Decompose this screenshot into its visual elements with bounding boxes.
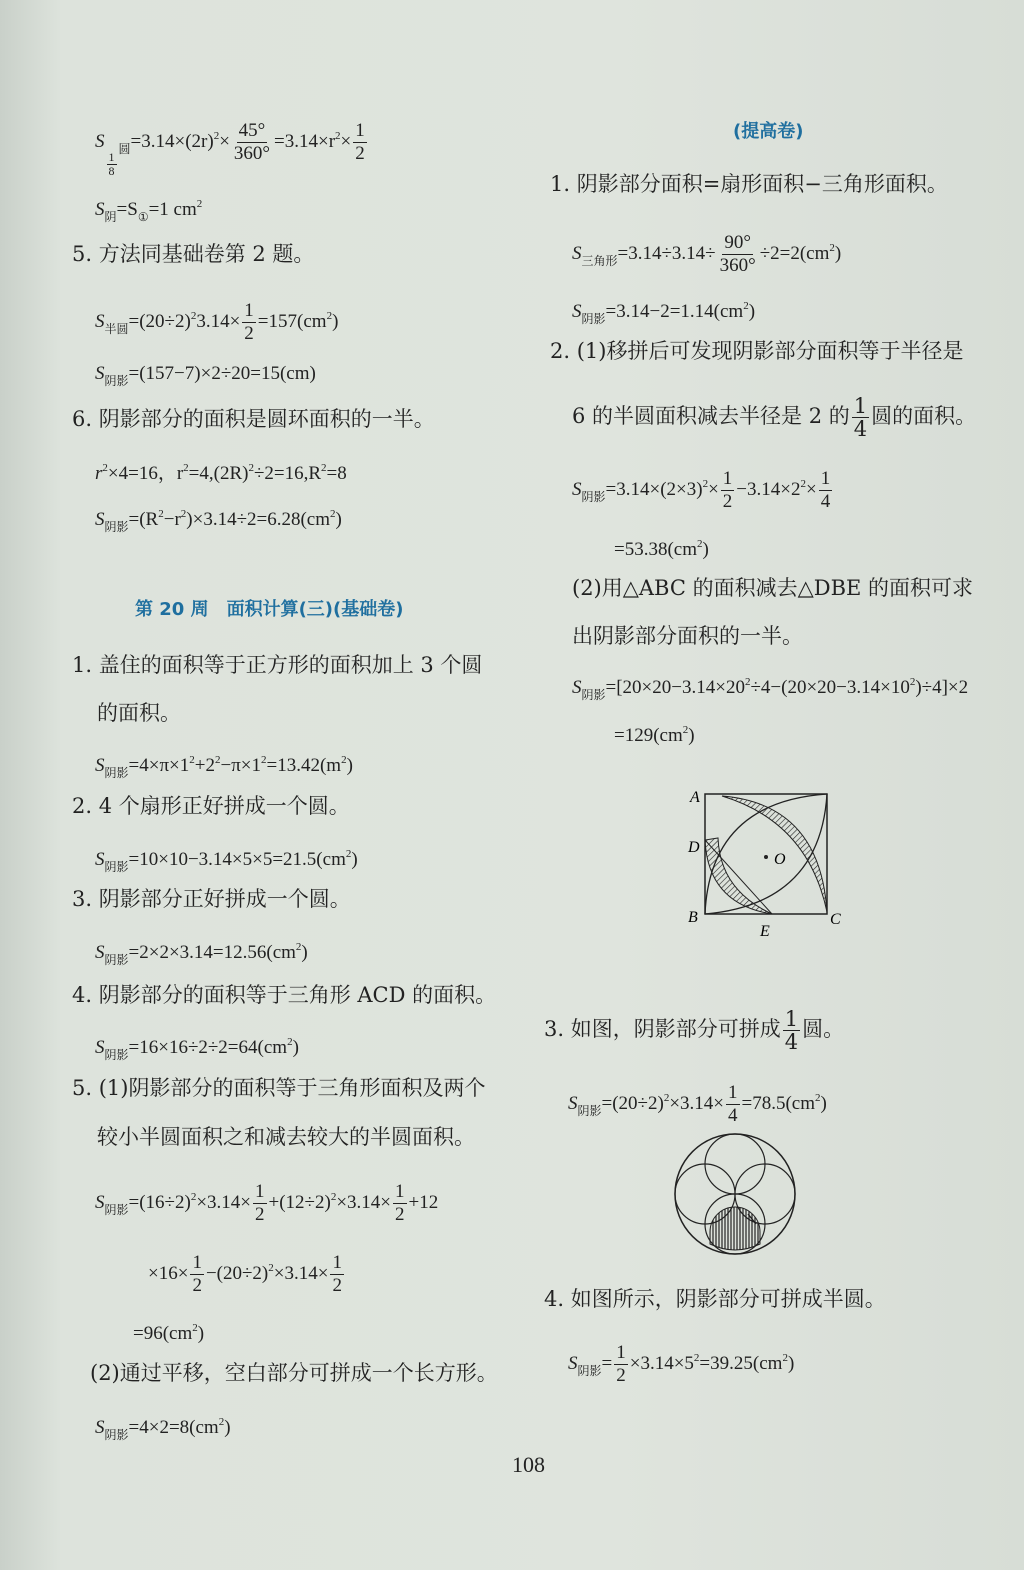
page-number: 108 [512,1452,545,1477]
formula-line: $S_{阴影}=[20\times 20-3.14\times 20^2\div 4-(20\times 20-3.14\times 10^2)\div 4]\times 2$ [572,676,969,702]
center-point [764,855,768,859]
label-o: O [774,851,786,868]
question-text: 的面积。 [97,701,181,725]
square-arc-figure [680,782,850,942]
label-e: E [760,923,770,940]
formula-line: $S_{阴影}=(157-7)\times 2\div 20=15(cm)$ [95,363,316,388]
formula-line: ×16× $\frac{1}{2}$ $-(20\div 2)^2\times 3.14\times$ $\frac{1}{2}$ [148,1252,342,1296]
circles-figure [670,1132,800,1256]
formula-line: $S_阴=S_①=1$ $cm^2$ [95,198,203,224]
question-text: 2. 4 个扇形正好拼成一个圆。 [72,794,350,818]
question-text: 2. (1)移拼后可发现阴影部分面积等于半径是 [550,339,964,363]
inner-circle [705,1134,765,1194]
section-heading: (提高卷) [733,121,804,142]
inner-circle [675,1164,735,1224]
formula-line: $S_{阴影}=3.14-2=1.14(cm^2)$ [572,300,756,326]
inner-circle [735,1164,795,1224]
question-text: 1. 阴影部分面积=扇形面积−三角形面积。 [550,172,948,196]
formula-line: $S_{半圆}=(20\div 2)^23.14\times$ $\frac{1}{2}$ $=157(cm^2)$ [95,300,339,344]
label-b: B [688,909,698,926]
formula-line: $S_{阴影}=10\times 10-3.14\times 5\times 5=21.5(cm^2)$ [95,848,358,874]
formula-line: $S_{阴影}=4\times 2=8(cm^2)$ [95,1416,231,1442]
formula-line: $S_{阴影}=16\times 16\div 2\div 2=64(cm^2)$ [95,1036,299,1062]
formula-line: $=96(cm^2)$ [133,1322,205,1344]
question-text: 5. (1)阴影部分的面积等于三角形面积及两个 [72,1076,486,1100]
formula-line: $r^2\times 4=16$，$r^2=4,(2R)^2\div 2=16,R^2=8$ [95,462,347,484]
question-text: 6. 阴影部分的面积是圆环面积的一半。 [72,407,435,431]
formula-line: $S_{阴影}=$ $\frac{1}{2}$ $\times 3.14\times 5^2=39.25(cm^2)$ [568,1342,795,1386]
question-text: 3. 如图，阴影部分可拼成 $\frac{1}{4}$ 圆。 [544,1007,845,1054]
label-a: A [690,789,700,806]
question-text: 6 的半圆面积减去半径是 2 的 $\frac{1}{4}$ 圆的面积。 [572,394,977,441]
label-d: D [688,839,700,856]
formula-line: $S_{三角形}=3.14\div 3.14\div$ $\frac{90^\circ}{360^\circ}$ $\div 2=2(cm^2)$ [572,232,842,276]
shaded-region [710,1207,760,1250]
formula-line: $S_{阴影}=3.14\times(2\times 3)^2\times$ $\frac{1}{2}$ $-3.14\times 2^2\times$ $\frac{1}{4}$ [572,468,831,512]
question-text: 5. 方法同基础卷第 2 题。 [72,242,315,266]
formula-line: $S_{阴影}=(16\div 2)^2\times 3.14\times$ $\frac{1}{2}$ $+(12\div 2)^2\times 3.14\times$ $\frac{1}{2}$ +12 [95,1181,439,1225]
question-text: 4. 如图所示，阴影部分可拼成半圆。 [544,1287,886,1311]
formula-line: $S_{阴影}=(20\div 2)^2\times 3.14\times$ $\frac{1}{4}$ $=78.5(cm^2)$ [568,1082,827,1126]
question-text: 3. 阴影部分正好拼成一个圆。 [72,887,351,911]
question-text: (2)用△ABC 的面积减去△DBE 的面积可求 [572,576,974,600]
question-text: 1. 盖住的面积等于正方形的面积加上 3 个圆 [72,653,483,677]
question-text: (2)通过平移，空白部分可拼成一个长方形。 [90,1361,498,1385]
label-c: C [830,911,841,928]
formula-line: $S_{阴影}=4\times\pi\times 1^2+2^2-\pi\times 1^2=13.42(m^2)$ [95,754,353,780]
formula-line: $=129(cm^2)$ [614,724,695,746]
question-text: 出阴影部分面积的一半。 [572,624,803,648]
question-text: 4. 阴影部分的面积等于三角形 ACD 的面积。 [72,983,497,1007]
section-heading: 第 20 周 面积计算(三)(基础卷) [135,599,404,620]
formula-line: $=53.38(cm^2)$ [614,538,709,560]
formula-line: S $\frac{1}{8}$ $_圆=3.14\times(2r)^2\times$ $\frac{45^\circ}{360^\circ}$ $=3.14\times r^2\times$ $\frac{1}{2}$ [95,120,365,178]
formula-line: $S_{阴影}=(R^2-r^2)\times 3.14\div 2=6.28(cm^2)$ [95,508,342,534]
question-text: 较小半圆面积之和减去较大的半圆面积。 [97,1125,475,1149]
formula-line: $S_{阴影}=2\times 2\times 3.14=12.56(cm^2)$ [95,941,308,967]
